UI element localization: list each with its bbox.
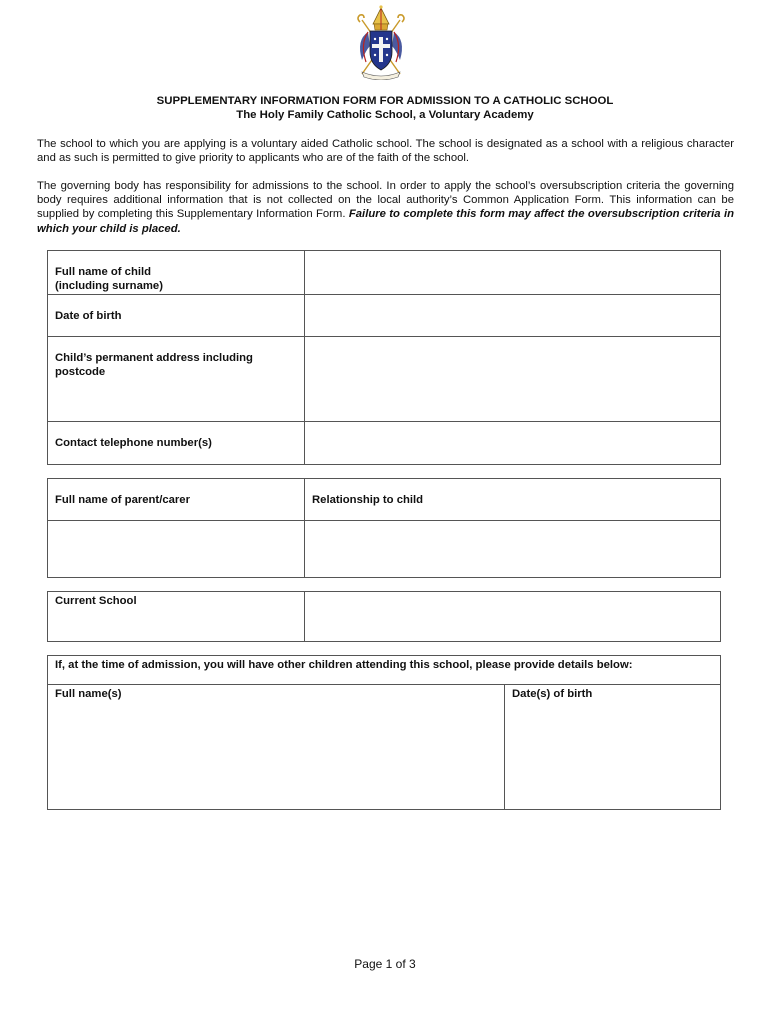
address-field[interactable] — [305, 337, 721, 422]
child-name-label — [48, 251, 305, 295]
child-name-field[interactable] — [305, 251, 721, 295]
intro-paragraph-2-warning: Failure to complete this form may affect the oversubscription criteria in which your child is placed. — [37, 208, 735, 235]
address-label-line1: Child’s permanent address including — [55, 352, 253, 364]
parent-details-table — [47, 478, 721, 578]
intro-paragraph-2-text: The governing body has responsibility for admissions to the school. In order to apply the school’s oversubscription criteria the governing body requires additional information that is not collected on the local authority’s Common Application Form. This information can be supplied by completing this Supplementary Information Form. — [37, 180, 734, 221]
form-title: SUPPLEMENTARY INFORMATION FORM FOR ADMISSION TO A CATHOLIC SCHOOL — [156, 95, 614, 107]
current-school-table — [47, 591, 721, 642]
sibling-names-label: Full name(s) — [55, 688, 122, 700]
child-name-label-line1: Full name of child — [55, 266, 152, 278]
intro-paragraph-2 — [37, 179, 734, 236]
current-school-field[interactable] — [305, 592, 721, 642]
page-number: Page 1 of 3 — [354, 957, 416, 971]
siblings-instruction: If, at the time of admission, you will have other children attending this school, please provide details below: — [48, 656, 721, 685]
diocesan-crest-icon — [346, 4, 416, 80]
dob-field[interactable] — [305, 295, 721, 337]
sibling-names-field[interactable] — [48, 685, 505, 810]
intro-paragraph-1: The school to which you are applying is a voluntary aided Catholic school. The school is designated as a school with a religious character and as such is permitted to give priority to applicants who are of the faith of the school. — [37, 138, 734, 165]
relationship-label: Relationship to child — [305, 479, 721, 521]
sibling-dobs-field[interactable] — [505, 685, 721, 810]
parent-name-label: Full name of parent/carer — [48, 479, 305, 521]
child-details-table — [47, 250, 721, 465]
sibling-dobs-label: Date(s) of birth — [512, 688, 593, 700]
relationship-field[interactable] — [305, 521, 721, 578]
phone-label: Contact telephone number(s) — [48, 422, 305, 465]
current-school-label: Current School — [48, 592, 305, 642]
siblings-table — [47, 655, 721, 810]
parent-name-field[interactable] — [48, 521, 305, 578]
school-subtitle: The Holy Family Catholic School, a Voluntary Academy — [236, 109, 534, 121]
phone-field[interactable] — [305, 422, 721, 465]
address-label-line2: postcode — [55, 366, 106, 379]
address-label — [48, 337, 305, 422]
dob-label: Date of birth — [48, 295, 305, 337]
child-name-label-line2: (including surname) — [55, 280, 163, 293]
